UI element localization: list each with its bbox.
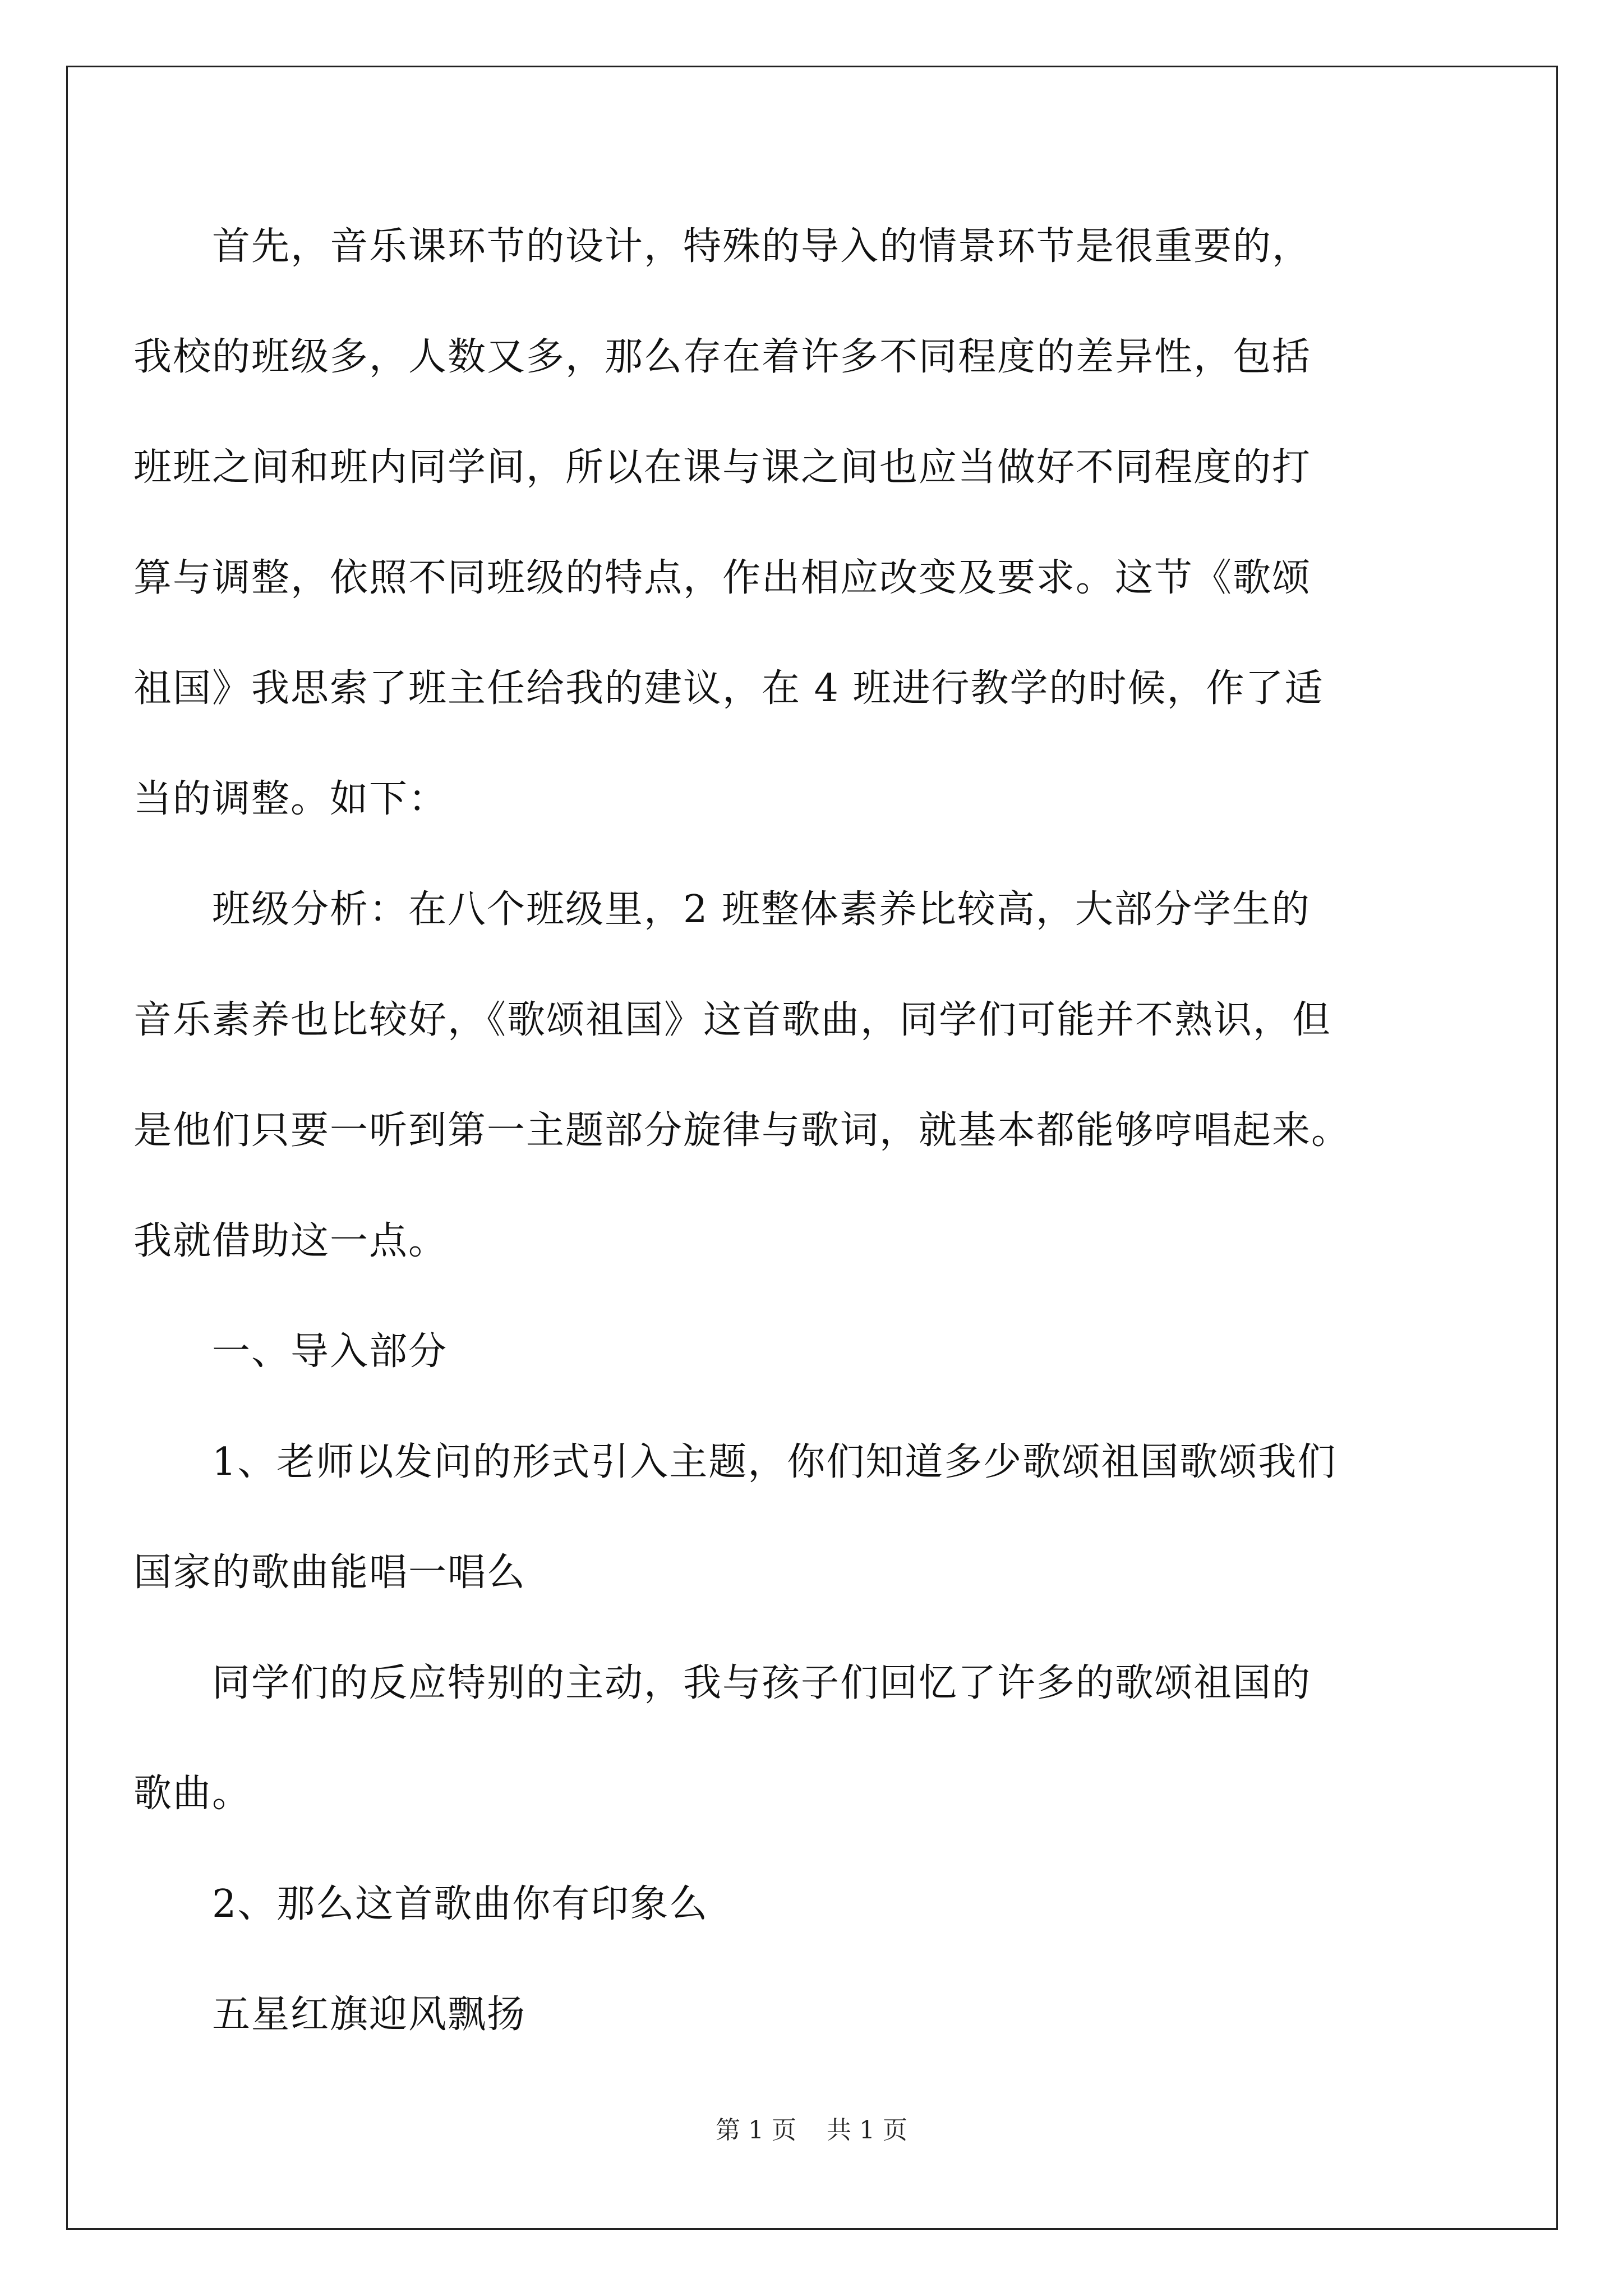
- page-footer: [0, 2114, 1623, 2147]
- text-line: 我校的班级多，人数又多，那么存在着许多不同程度的差异性，包括: [133, 335, 1312, 379]
- text-line: 2、那么这首歌曲你有印象么: [133, 1882, 709, 1926]
- text-line: 国家的歌曲能唱一唱么: [133, 1550, 527, 1595]
- text-line: 班级分析：在八个班级里，2 班整体素养比较高，大部分学生的: [133, 887, 1311, 932]
- text-line: 算与调整，依照不同班级的特点，作出相应改变及要求。这节《歌颂: [133, 556, 1312, 600]
- page-total: 共 1 页: [827, 2116, 907, 2145]
- text-line: 当的调整。如下：: [133, 777, 448, 821]
- text-line: 首先，音乐课环节的设计，特殊的导入的情景环节是很重要的，: [133, 224, 1312, 269]
- text-line: 歌曲。: [133, 1772, 252, 1816]
- text-line: 音乐素养也比较好，《歌颂祖国》这首歌曲，同学们可能并不熟识，但: [133, 998, 1332, 1042]
- text-line: 班班之间和班内同学间，所以在课与课之间也应当做好不同程度的打: [133, 445, 1312, 490]
- page-number: 第 1 页: [716, 2116, 796, 2145]
- text-line: 同学们的反应特别的主动，我与孩子们回忆了许多的歌颂祖国的: [133, 1661, 1312, 1705]
- text-line: 我就借助这一点。: [133, 1219, 448, 1263]
- text-line: 祖国》我思索了班主任给我的建议，在 4 班进行教学的时候，作了适: [133, 666, 1324, 711]
- text-line: 是他们只要一听到第一主题部分旋律与歌词，就基本都能够哼唱起来。: [133, 1108, 1351, 1153]
- text-line: 一、导入部分: [133, 1329, 448, 1374]
- text-line: 五星红旗迎风飘扬: [133, 1993, 527, 2037]
- text-line: 1、老师以发问的形式引入主题，你们知道多少歌颂祖国歌颂我们: [133, 1440, 1337, 1484]
